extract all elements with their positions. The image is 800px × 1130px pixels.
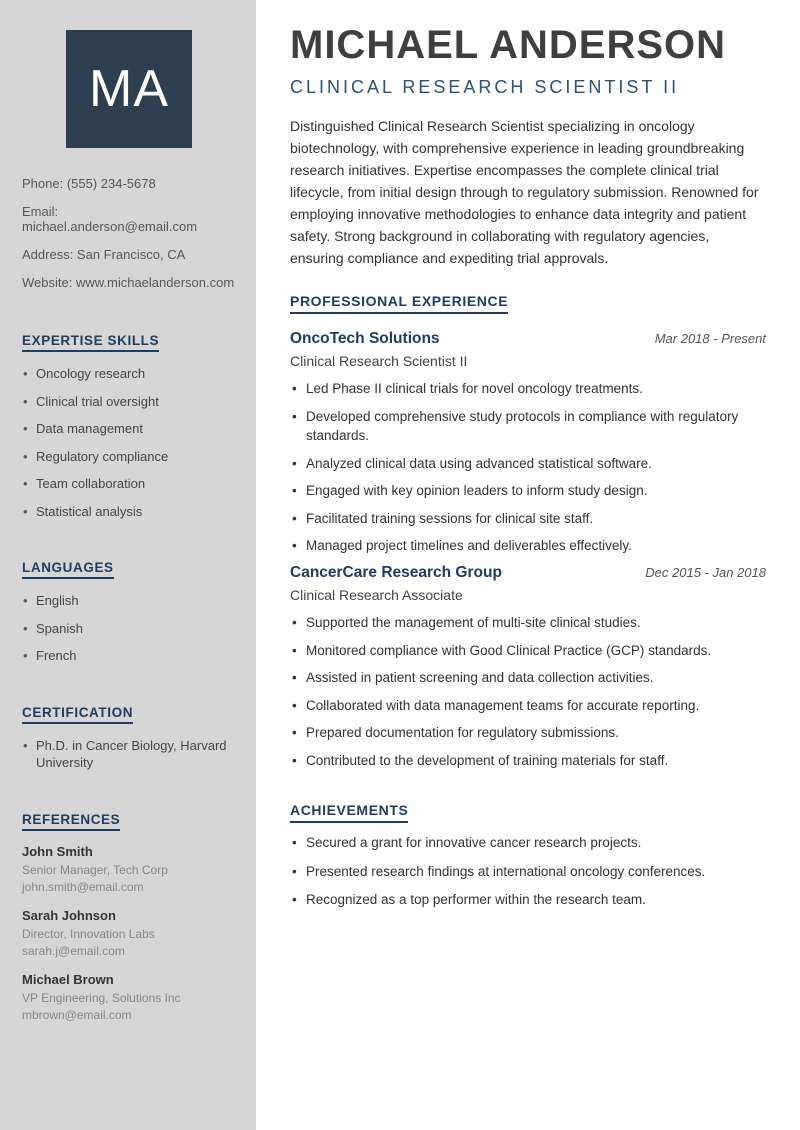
certification-list <box>22 737 236 772</box>
job-role: Clinical Research Scientist II <box>290 353 468 369</box>
job-bullet: • Supported the management of multi-site clinical studies. <box>290 613 766 633</box>
job-bullet: • Monitored compliance with Good Clinical Practice (GCP) standards. <box>290 641 766 661</box>
person-job-title: CLINICAL RESEARCH SCIENTIST II <box>290 77 680 97</box>
job-bullet: • Contributed to the development of training materials for staff. <box>290 751 766 771</box>
skills-section <box>22 303 236 520</box>
achievements-heading: ACHIEVEMENTS <box>290 802 408 823</box>
achievement-item: • Secured a grant for innovative cancer research projects. <box>290 833 766 853</box>
job-bullet: • Collaborated with data management teams for accurate reporting. <box>290 696 766 716</box>
professional-summary: Distinguished Clinical Research Scientist specializing in oncology biotechnology, with comprehensive experience in leading groundbreaking research initiatives. Expertise encompasses the complete clinical trial lifecycle, from initial design through to regulatory submission. Renowned for employing innovative methodologies to enhance data integrity and patient safety. Strong background in collaborating with regulatory agencies, ensuring compliance and expediting trial approvals. <box>290 118 759 266</box>
contact-line: Address: San Francisco, CA <box>22 247 186 262</box>
reference-name: John Smith <box>22 844 93 860</box>
skill-item: • Statistical analysis <box>22 503 236 521</box>
job-bullet-list <box>290 379 766 556</box>
job-bullet-list <box>290 613 766 770</box>
skill-item: • Oncology research <box>22 365 236 383</box>
contact-line: Website: www.michaelanderson.com <box>22 275 235 290</box>
experience-section <box>290 269 766 770</box>
job-entry <box>290 564 766 770</box>
references-list <box>22 844 236 1022</box>
company-name: CancerCare Research Group <box>290 563 502 581</box>
language-item: • French <box>22 647 236 665</box>
references-section <box>22 782 236 1022</box>
skill-item: • Data management <box>22 420 236 438</box>
job-bullet: • Led Phase II clinical trials for novel oncology treatments. <box>290 379 766 399</box>
skills-list <box>22 365 236 520</box>
job-dates: Dec 2015 - Jan 2018 <box>645 564 766 580</box>
sidebar <box>0 0 256 1130</box>
contact-info <box>22 176 236 290</box>
job-header <box>290 330 766 348</box>
references-heading: REFERENCES <box>22 812 120 831</box>
job-role: Clinical Research Associate <box>290 586 463 603</box>
languages-heading: LANGUAGES <box>22 560 114 579</box>
main-content <box>256 0 800 1130</box>
reference-role: Senior Manager, Tech Corp <box>22 863 168 878</box>
language-item: • Spanish <box>22 620 236 638</box>
language-item: • English <box>22 592 236 610</box>
reference-entry <box>22 844 236 894</box>
skills-heading: EXPERTISE SKILLS <box>22 333 159 352</box>
skill-item: • Regulatory compliance <box>22 448 236 466</box>
monogram-badge <box>66 30 192 148</box>
reference-name: Michael Brown <box>22 972 114 988</box>
company-name: OncoTech Solutions <box>290 330 440 347</box>
achievements-list <box>290 833 766 910</box>
certification-item: • Ph.D. in Cancer Biology, Harvard University <box>22 737 236 772</box>
languages-section <box>22 530 236 665</box>
person-name: MICHAEL ANDERSON <box>290 23 727 67</box>
monogram-initials: MA <box>89 60 169 118</box>
job-bullet: • Assisted in patient screening and data collection activities. <box>290 668 766 688</box>
job-bullet: • Prepared documentation for regulatory submissions. <box>290 723 766 743</box>
reference-email: mbrown@email.com <box>22 1008 132 1023</box>
job-dates: Mar 2018 - Present <box>654 331 766 346</box>
achievements-section <box>290 778 766 910</box>
skill-item: • Clinical trial oversight <box>22 393 236 411</box>
contact-line: Email: michael.anderson@email.com <box>22 204 198 234</box>
job-bullet: • Engaged with key opinion leaders to inform study design. <box>290 481 766 501</box>
achievement-item: • Presented research findings at international oncology conferences. <box>290 862 766 882</box>
job-bullet: • Managed project timelines and deliverables effectively. <box>290 536 766 556</box>
experience-heading: PROFESSIONAL EXPERIENCE <box>290 293 508 314</box>
certification-section <box>22 675 236 772</box>
contact-line: Phone: (555) 234-5678 <box>22 176 156 191</box>
achievement-item: • Recognized as a top performer within the research team. <box>290 890 766 910</box>
job-bullet: • Developed comprehensive study protocols in compliance with regulatory standards. <box>290 407 766 446</box>
skill-item: • Team collaboration <box>22 475 236 493</box>
job-entry <box>290 330 766 556</box>
reference-email: sarah.j@email.com <box>22 944 125 959</box>
reference-entry <box>22 972 236 1022</box>
reference-role: VP Engineering, Solutions Inc <box>22 991 181 1006</box>
reference-entry <box>22 908 236 958</box>
job-bullet: • Analyzed clinical data using advanced statistical software. <box>290 454 766 474</box>
languages-list <box>22 592 236 665</box>
reference-email: john.smith@email.com <box>22 880 144 895</box>
job-header <box>290 564 766 582</box>
job-bullet: • Facilitated training sessions for clinical site staff. <box>290 509 766 529</box>
certification-heading: CERTIFICATION <box>22 705 133 724</box>
reference-role: Director, Innovation Labs <box>22 927 155 942</box>
reference-name: Sarah Johnson <box>22 908 116 924</box>
